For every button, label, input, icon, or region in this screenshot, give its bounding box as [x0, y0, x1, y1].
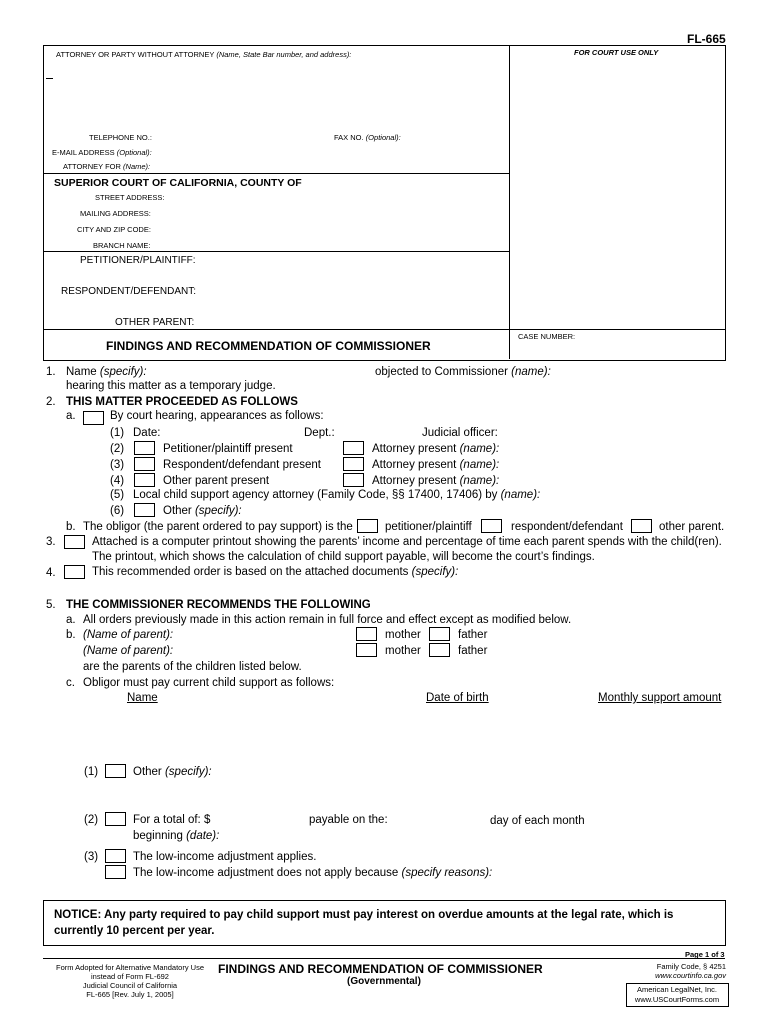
attorney-for-label: ATTORNEY FOR (Name):: [63, 162, 151, 171]
printout-checkbox[interactable]: [64, 535, 85, 549]
item5a-text: All orders previously made in this action remain in full force and effect except as modified below.: [83, 614, 572, 626]
obligor-respondent-label: respondent/defendant: [511, 521, 623, 533]
other-parent-attorney-label: Attorney present (name):: [372, 475, 500, 487]
obligor-petitioner-label: petitioner/plaintiff: [385, 521, 472, 533]
email-label: E-MAIL ADDRESS (Optional):: [52, 148, 152, 157]
parent1-mother-label: mother: [385, 629, 421, 641]
mailing-address-label: MAILING ADDRESS:: [80, 209, 151, 218]
parent1-mother-checkbox[interactable]: [356, 627, 377, 641]
other-appearance-checkbox[interactable]: [134, 503, 155, 517]
beginning-label: beginning (date):: [133, 830, 220, 842]
parent2-father-checkbox[interactable]: [429, 643, 450, 657]
branch-name-label: BRANCH NAME:: [93, 241, 151, 250]
low-income-not-apply-label: The low-income adjustment does not apply because (specify reasons):: [133, 867, 493, 879]
item5-heading: THE COMMISSIONER RECOMMENDS THE FOLLOWING: [66, 599, 371, 611]
parent1-father-checkbox[interactable]: [429, 627, 450, 641]
notice-line2: currently 10 percent per year.: [54, 925, 215, 937]
other-parent-label: OTHER PARENT:: [115, 317, 195, 328]
item2a-text: By court hearing, appearances as follows:: [110, 410, 324, 422]
item2-heading: THIS MATTER PROCEEDED AS FOLLOWS: [66, 396, 298, 408]
item5a-letter: a.: [66, 614, 76, 626]
item2b-letter: b.: [66, 521, 76, 533]
other-parent-present-label: Other parent present: [163, 475, 270, 487]
item4-number: 4.: [46, 567, 56, 579]
obligor-other-parent-checkbox[interactable]: [631, 519, 652, 533]
support1-number: (1): [84, 766, 99, 778]
other-appearance-label: Other (specify):: [163, 505, 242, 517]
publisher: American LegalNet, Inc. www.USCourtForms.com: [634, 985, 720, 1004]
row6-number: (6): [110, 505, 125, 517]
low-income-applies-checkbox[interactable]: [105, 849, 126, 863]
fax-label: FAX NO. (Optional):: [334, 133, 401, 142]
item1-name-label: Name (specify):: [66, 366, 147, 378]
date-label: Date:: [133, 427, 161, 439]
support-other-checkbox[interactable]: [105, 764, 126, 778]
item3-number: 3.: [46, 536, 56, 548]
parent2-mother-label: mother: [385, 645, 421, 657]
telephone-label: TELEPHONE NO.:: [89, 133, 152, 142]
item4-text: This recommended order is based on the attached documents (specify):: [92, 566, 459, 578]
court-title: SUPERIOR COURT OF CALIFORNIA, COUNTY OF: [54, 177, 302, 189]
notice-line1: NOTICE: Any party required to pay child support must pay interest on overdue amounts at the legal rate, which is: [54, 909, 674, 921]
page-number: Page 1 of 3: [685, 950, 725, 959]
respondent-present-checkbox[interactable]: [134, 457, 155, 471]
petitioner-present-checkbox[interactable]: [134, 441, 155, 455]
item1-objected: objected to Commissioner (name):: [375, 366, 551, 378]
day-of-month-label: day of each month: [490, 815, 585, 827]
attorney-label: ATTORNEY OR PARTY WITHOUT ATTORNEY (Name, State Bar number, and address):: [56, 50, 352, 59]
court-hearing-checkbox[interactable]: [83, 411, 104, 425]
item3-line2: The printout, which shows the calculation of child support payable, will become the court’s findings.: [92, 551, 595, 563]
parent2-mother-checkbox[interactable]: [356, 643, 377, 657]
item5c-text: Obligor must pay current child support as follows:: [83, 677, 335, 689]
adoption-note: Form Adopted for Alternative Mandatory Use instead of Form FL-692 Judicial Council of California FL-665 [Rev. July 1, 2005]: [56, 963, 204, 999]
item2-number: 2.: [46, 396, 56, 408]
petitioner-label: PETITIONER/PLAINTIFF:: [80, 255, 196, 266]
parents-text: are the parents of the children listed below.: [83, 661, 302, 673]
city-zip-label: CITY AND ZIP CODE:: [77, 225, 151, 234]
item5c-letter: c.: [66, 677, 75, 689]
dept-label: Dept.:: [304, 427, 335, 439]
other-parent-present-checkbox[interactable]: [134, 473, 155, 487]
other-parent-attorney-checkbox[interactable]: [343, 473, 364, 487]
support3-number: (3): [84, 851, 99, 863]
street-address-label: STREET ADDRESS:: [95, 193, 165, 202]
column-name: Name: [127, 692, 158, 704]
code-citation: Family Code, § 4251 www.courtinfo.ca.gov: [655, 962, 726, 980]
parent1-name-label: (Name of parent):: [83, 629, 174, 641]
respondent-attorney-checkbox[interactable]: [343, 457, 364, 471]
item5b-letter: b.: [66, 629, 76, 641]
support-total-checkbox[interactable]: [105, 812, 126, 826]
respondent-label: RESPONDENT/DEFENDANT:: [61, 286, 197, 297]
low-income-applies-label: The low-income adjustment applies.: [133, 851, 317, 863]
support-other-label: Other (specify):: [133, 766, 212, 778]
respondent-attorney-label: Attorney present (name):: [372, 459, 500, 471]
petitioner-attorney-label: Attorney present (name):: [372, 443, 500, 455]
row2-number: (2): [110, 443, 125, 455]
low-income-not-apply-checkbox[interactable]: [105, 865, 126, 879]
column-date-of-birth: Date of birth: [426, 692, 489, 704]
item3-line1: Attached is a computer printout showing the parents’ income and percentage of time each parent spends with the child(ren).: [92, 536, 722, 548]
support-total-label: For a total of: $: [133, 814, 211, 826]
caption-box: [43, 45, 726, 361]
column-monthly-amount: Monthly support amount: [598, 692, 722, 704]
obligor-other-parent-label: other parent.: [659, 521, 725, 533]
notice-box: [43, 900, 726, 946]
petitioner-present-label: Petitioner/plaintiff present: [163, 443, 293, 455]
payable-on-label: payable on the:: [309, 814, 388, 826]
row1-number: (1): [110, 427, 125, 439]
item1-hearing-text: hearing this matter as a temporary judge.: [66, 380, 276, 392]
petitioner-attorney-checkbox[interactable]: [343, 441, 364, 455]
judicial-officer-label: Judicial officer:: [422, 427, 498, 439]
obligor-petitioner-checkbox[interactable]: [357, 519, 378, 533]
footer-subtitle: (Governmental): [347, 976, 421, 987]
row3-number: (3): [110, 459, 125, 471]
footer-title: FINDINGS AND RECOMMENDATION OF COMMISSIONER: [218, 962, 543, 976]
attached-documents-checkbox[interactable]: [64, 565, 85, 579]
support2-number: (2): [84, 814, 99, 826]
item2b-text: The obligor (the parent ordered to pay support) is the: [83, 521, 353, 533]
item1-number: 1.: [46, 366, 56, 378]
parent2-father-label: father: [458, 645, 488, 657]
respondent-present-label: Respondent/defendant present: [163, 459, 321, 471]
court-use-label: FOR COURT USE ONLY: [574, 48, 659, 57]
form-title: FINDINGS AND RECOMMENDATION OF COMMISSIONER: [106, 339, 431, 353]
case-number-label: CASE NUMBER:: [518, 332, 576, 341]
item2a-letter: a.: [66, 410, 76, 422]
parent2-name-label: (Name of parent):: [83, 645, 174, 657]
form-id: FL-665: [687, 32, 726, 46]
row4-number: (4): [110, 475, 125, 487]
item5-number: 5.: [46, 599, 56, 611]
row5-number: (5): [110, 489, 125, 501]
obligor-respondent-checkbox[interactable]: [481, 519, 502, 533]
local-agency-label: Local child support agency attorney (Family Code, §§ 17400, 17406) by (name):: [133, 489, 541, 501]
parent1-father-label: father: [458, 629, 488, 641]
